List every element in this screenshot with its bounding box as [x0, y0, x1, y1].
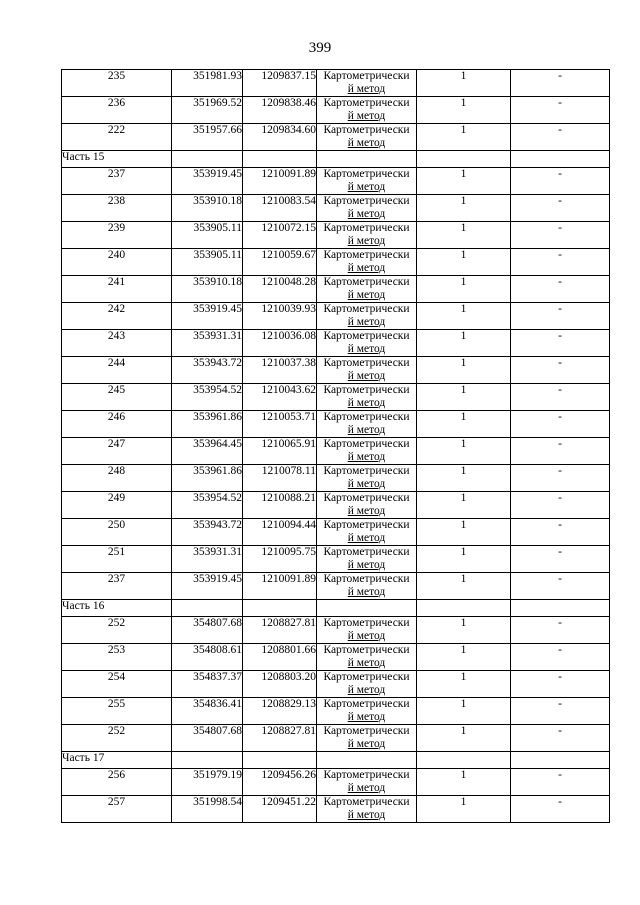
part-label: Часть 15 — [62, 151, 172, 168]
method-line-1: Картометрически — [323, 222, 410, 234]
method-line-1: Картометрически — [323, 438, 410, 450]
method-cell — [317, 276, 417, 303]
accuracy-cell: 1 — [417, 357, 511, 384]
accuracy-cell: 1 — [417, 769, 511, 796]
point-number-cell: 256 — [62, 769, 172, 796]
method-line-1: Картометрически — [323, 384, 410, 396]
method-line-2: й метод — [347, 782, 386, 794]
point-number-cell: 242 — [62, 303, 172, 330]
method-line-2: й метод — [347, 684, 386, 696]
empty-cell — [417, 752, 511, 769]
y-coordinate-cell: 1209837.15 — [243, 70, 317, 97]
x-coordinate-cell: 354807.68 — [172, 617, 243, 644]
description-cell: - — [511, 617, 610, 644]
table-row — [62, 249, 610, 276]
point-number-cell: 237 — [62, 168, 172, 195]
y-coordinate-cell: 1210065.91 — [243, 438, 317, 465]
y-coordinate-cell: 1208827.81 — [243, 725, 317, 752]
method-cell — [317, 222, 417, 249]
empty-cell — [511, 752, 610, 769]
point-number-cell: 238 — [62, 195, 172, 222]
accuracy-cell: 1 — [417, 617, 511, 644]
table-row — [62, 303, 610, 330]
accuracy-cell: 1 — [417, 796, 511, 823]
description-cell: - — [511, 249, 610, 276]
y-coordinate-cell: 1210091.89 — [243, 168, 317, 195]
accuracy-cell: 1 — [417, 519, 511, 546]
description-cell: - — [511, 725, 610, 752]
description-cell: - — [511, 698, 610, 725]
x-coordinate-cell: 353931.31 — [172, 546, 243, 573]
table-row — [62, 725, 610, 752]
method-line-1: Картометрически — [323, 168, 410, 180]
table-row — [62, 195, 610, 222]
accuracy-cell: 1 — [417, 276, 511, 303]
y-coordinate-cell: 1210072.15 — [243, 222, 317, 249]
description-cell: - — [511, 124, 610, 151]
method-line-2: й метод — [347, 657, 386, 669]
part-label: Часть 16 — [62, 600, 172, 617]
y-coordinate-cell: 1209838.46 — [243, 97, 317, 124]
point-number-cell: 249 — [62, 492, 172, 519]
y-coordinate-cell: 1209451.22 — [243, 796, 317, 823]
table-row — [62, 519, 610, 546]
method-line-1: Картометрически — [323, 249, 410, 261]
method-line-1: Картометрически — [323, 70, 410, 82]
method-cell — [317, 249, 417, 276]
description-cell: - — [511, 546, 610, 573]
method-line-1: Картометрически — [323, 546, 410, 558]
method-cell — [317, 97, 417, 124]
table-row — [62, 698, 610, 725]
method-cell — [317, 796, 417, 823]
table-row — [62, 617, 610, 644]
point-number-cell: 246 — [62, 411, 172, 438]
y-coordinate-cell: 1210039.93 — [243, 303, 317, 330]
x-coordinate-cell: 353905.11 — [172, 222, 243, 249]
table-row — [62, 438, 610, 465]
description-cell: - — [511, 671, 610, 698]
method-line-1: Картометрически — [323, 671, 410, 683]
description-cell: - — [511, 222, 610, 249]
accuracy-cell: 1 — [417, 698, 511, 725]
point-number-cell: 243 — [62, 330, 172, 357]
accuracy-cell: 1 — [417, 546, 511, 573]
x-coordinate-cell: 353943.72 — [172, 357, 243, 384]
table-row — [62, 276, 610, 303]
x-coordinate-cell: 353964.45 — [172, 438, 243, 465]
method-line-1: Картометрически — [323, 644, 410, 656]
method-line-2: й метод — [347, 738, 386, 750]
empty-cell — [511, 151, 610, 168]
method-line-1: Картометрически — [323, 796, 410, 808]
description-cell: - — [511, 330, 610, 357]
method-cell — [317, 617, 417, 644]
table-row — [62, 222, 610, 249]
table-row — [62, 546, 610, 573]
x-coordinate-cell: 353943.72 — [172, 519, 243, 546]
coordinates-table — [61, 69, 610, 823]
method-cell — [317, 124, 417, 151]
method-line-1: Картометрически — [323, 725, 410, 737]
method-line-2: й метод — [347, 137, 386, 149]
accuracy-cell: 1 — [417, 384, 511, 411]
table-row — [62, 671, 610, 698]
x-coordinate-cell: 351998.54 — [172, 796, 243, 823]
method-line-2: й метод — [347, 110, 386, 122]
x-coordinate-cell: 353919.45 — [172, 168, 243, 195]
method-line-2: й метод — [347, 262, 386, 274]
accuracy-cell: 1 — [417, 438, 511, 465]
method-line-2: й метод — [347, 559, 386, 571]
accuracy-cell: 1 — [417, 70, 511, 97]
point-number-cell: 250 — [62, 519, 172, 546]
method-line-2: й метод — [347, 505, 386, 517]
method-line-2: й метод — [347, 586, 386, 598]
method-cell — [317, 698, 417, 725]
method-cell — [317, 70, 417, 97]
x-coordinate-cell: 354836.41 — [172, 698, 243, 725]
method-line-1: Картометрически — [323, 97, 410, 109]
accuracy-cell: 1 — [417, 644, 511, 671]
table-row — [62, 330, 610, 357]
table-row — [62, 769, 610, 796]
accuracy-cell: 1 — [417, 303, 511, 330]
method-line-2: й метод — [347, 711, 386, 723]
table-row — [62, 70, 610, 97]
point-number-cell: 251 — [62, 546, 172, 573]
x-coordinate-cell: 351979.19 — [172, 769, 243, 796]
point-number-cell: 248 — [62, 465, 172, 492]
description-cell: - — [511, 276, 610, 303]
x-coordinate-cell: 351957.66 — [172, 124, 243, 151]
description-cell: - — [511, 411, 610, 438]
point-number-cell: 235 — [62, 70, 172, 97]
table-row — [62, 465, 610, 492]
table-row — [62, 357, 610, 384]
accuracy-cell: 1 — [417, 330, 511, 357]
y-coordinate-cell: 1210043.62 — [243, 384, 317, 411]
method-cell — [317, 492, 417, 519]
description-cell: - — [511, 769, 610, 796]
y-coordinate-cell: 1210088.21 — [243, 492, 317, 519]
empty-cell — [172, 600, 243, 617]
method-line-1: Картометрически — [323, 617, 410, 629]
empty-cell — [417, 151, 511, 168]
point-number-cell: 254 — [62, 671, 172, 698]
method-line-2: й метод — [347, 343, 386, 355]
method-line-1: Картометрически — [323, 124, 410, 136]
y-coordinate-cell: 1208829.13 — [243, 698, 317, 725]
method-line-1: Картометрически — [323, 276, 410, 288]
x-coordinate-cell: 351969.52 — [172, 97, 243, 124]
method-cell — [317, 465, 417, 492]
method-line-2: й метод — [347, 478, 386, 490]
description-cell: - — [511, 97, 610, 124]
empty-cell — [417, 600, 511, 617]
point-number-cell: 253 — [62, 644, 172, 671]
part-label: Часть 17 — [62, 752, 172, 769]
description-cell: - — [511, 70, 610, 97]
table-row — [62, 168, 610, 195]
point-number-cell: 222 — [62, 124, 172, 151]
description-cell: - — [511, 384, 610, 411]
method-cell — [317, 357, 417, 384]
y-coordinate-cell: 1210094.44 — [243, 519, 317, 546]
method-line-2: й метод — [347, 289, 386, 301]
y-coordinate-cell: 1210091.89 — [243, 573, 317, 600]
method-line-2: й метод — [347, 83, 386, 95]
method-cell — [317, 384, 417, 411]
x-coordinate-cell: 353961.86 — [172, 465, 243, 492]
y-coordinate-cell: 1210083.54 — [243, 195, 317, 222]
method-line-1: Картометрически — [323, 465, 410, 477]
description-cell: - — [511, 195, 610, 222]
method-line-2: й метод — [347, 316, 386, 328]
method-line-1: Картометрически — [323, 769, 410, 781]
description-cell: - — [511, 519, 610, 546]
description-cell: - — [511, 303, 610, 330]
table-row — [62, 573, 610, 600]
empty-cell — [317, 600, 417, 617]
method-line-2: й метод — [347, 181, 386, 193]
method-line-2: й метод — [347, 370, 386, 382]
empty-cell — [317, 151, 417, 168]
description-cell: - — [511, 465, 610, 492]
method-line-2: й метод — [347, 397, 386, 409]
accuracy-cell: 1 — [417, 168, 511, 195]
empty-cell — [317, 752, 417, 769]
method-cell — [317, 303, 417, 330]
method-cell — [317, 519, 417, 546]
point-number-cell: 255 — [62, 698, 172, 725]
point-number-cell: 240 — [62, 249, 172, 276]
method-cell — [317, 168, 417, 195]
accuracy-cell: 1 — [417, 249, 511, 276]
point-number-cell: 239 — [62, 222, 172, 249]
x-coordinate-cell: 354808.61 — [172, 644, 243, 671]
method-cell — [317, 644, 417, 671]
y-coordinate-cell: 1210036.08 — [243, 330, 317, 357]
accuracy-cell: 1 — [417, 465, 511, 492]
coordinates-table-body — [62, 70, 610, 823]
method-line-2: й метод — [347, 424, 386, 436]
method-line-2: й метод — [347, 451, 386, 463]
point-number-cell: 252 — [62, 617, 172, 644]
table-row — [62, 492, 610, 519]
method-line-1: Картометрически — [323, 330, 410, 342]
method-line-2: й метод — [347, 809, 386, 821]
accuracy-cell: 1 — [417, 725, 511, 752]
method-line-1: Картометрически — [323, 303, 410, 315]
method-line-2: й метод — [347, 532, 386, 544]
y-coordinate-cell: 1210078.11 — [243, 465, 317, 492]
empty-cell — [243, 151, 317, 168]
method-line-2: й метод — [347, 235, 386, 247]
accuracy-cell: 1 — [417, 492, 511, 519]
x-coordinate-cell: 353954.52 — [172, 384, 243, 411]
accuracy-cell: 1 — [417, 222, 511, 249]
table-row — [62, 796, 610, 823]
method-cell — [317, 195, 417, 222]
y-coordinate-cell: 1208801.66 — [243, 644, 317, 671]
method-cell — [317, 769, 417, 796]
x-coordinate-cell: 353954.52 — [172, 492, 243, 519]
accuracy-cell: 1 — [417, 97, 511, 124]
method-cell — [317, 671, 417, 698]
y-coordinate-cell: 1210059.67 — [243, 249, 317, 276]
method-line-1: Картометрически — [323, 195, 410, 207]
table-row — [62, 411, 610, 438]
description-cell: - — [511, 168, 610, 195]
point-number-cell: 241 — [62, 276, 172, 303]
y-coordinate-cell: 1210048.28 — [243, 276, 317, 303]
part-header-row — [62, 752, 610, 769]
part-header-row — [62, 151, 610, 168]
y-coordinate-cell: 1209834.60 — [243, 124, 317, 151]
y-coordinate-cell: 1210053.71 — [243, 411, 317, 438]
method-line-1: Картометрически — [323, 411, 410, 423]
x-coordinate-cell: 353919.45 — [172, 573, 243, 600]
method-line-1: Картометрически — [323, 357, 410, 369]
point-number-cell: 252 — [62, 725, 172, 752]
method-cell — [317, 330, 417, 357]
y-coordinate-cell: 1210037.38 — [243, 357, 317, 384]
method-line-1: Картометрически — [323, 698, 410, 710]
method-cell — [317, 725, 417, 752]
description-cell: - — [511, 438, 610, 465]
accuracy-cell: 1 — [417, 671, 511, 698]
table-row — [62, 124, 610, 151]
empty-cell — [243, 752, 317, 769]
method-cell — [317, 546, 417, 573]
y-coordinate-cell: 1209456.26 — [243, 769, 317, 796]
x-coordinate-cell: 353905.11 — [172, 249, 243, 276]
page-number: 399 — [308, 40, 332, 56]
empty-cell — [511, 600, 610, 617]
description-cell: - — [511, 796, 610, 823]
x-coordinate-cell: 353910.18 — [172, 276, 243, 303]
point-number-cell: 257 — [62, 796, 172, 823]
method-cell — [317, 411, 417, 438]
method-line-2: й метод — [347, 630, 386, 642]
empty-cell — [243, 600, 317, 617]
description-cell: - — [511, 644, 610, 671]
empty-cell — [172, 752, 243, 769]
y-coordinate-cell: 1210095.75 — [243, 546, 317, 573]
method-cell — [317, 573, 417, 600]
method-line-2: й метод — [347, 208, 386, 220]
x-coordinate-cell: 353910.18 — [172, 195, 243, 222]
table-row — [62, 97, 610, 124]
point-number-cell: 236 — [62, 97, 172, 124]
empty-cell — [172, 151, 243, 168]
method-cell — [317, 438, 417, 465]
description-cell: - — [511, 357, 610, 384]
method-line-1: Картометрически — [323, 519, 410, 531]
method-line-1: Картометрически — [323, 492, 410, 504]
y-coordinate-cell: 1208827.81 — [243, 617, 317, 644]
table-row — [62, 644, 610, 671]
x-coordinate-cell: 353931.31 — [172, 330, 243, 357]
x-coordinate-cell: 354807.68 — [172, 725, 243, 752]
point-number-cell: 237 — [62, 573, 172, 600]
x-coordinate-cell: 353919.45 — [172, 303, 243, 330]
part-header-row — [62, 600, 610, 617]
point-number-cell: 245 — [62, 384, 172, 411]
x-coordinate-cell: 351981.93 — [172, 70, 243, 97]
accuracy-cell: 1 — [417, 124, 511, 151]
table-row — [62, 384, 610, 411]
y-coordinate-cell: 1208803.20 — [243, 671, 317, 698]
accuracy-cell: 1 — [417, 195, 511, 222]
accuracy-cell: 1 — [417, 573, 511, 600]
method-line-1: Картометрически — [323, 573, 410, 585]
point-number-cell: 247 — [62, 438, 172, 465]
description-cell: - — [511, 573, 610, 600]
description-cell: - — [511, 492, 610, 519]
point-number-cell: 244 — [62, 357, 172, 384]
x-coordinate-cell: 353961.86 — [172, 411, 243, 438]
accuracy-cell: 1 — [417, 411, 511, 438]
x-coordinate-cell: 354837.37 — [172, 671, 243, 698]
